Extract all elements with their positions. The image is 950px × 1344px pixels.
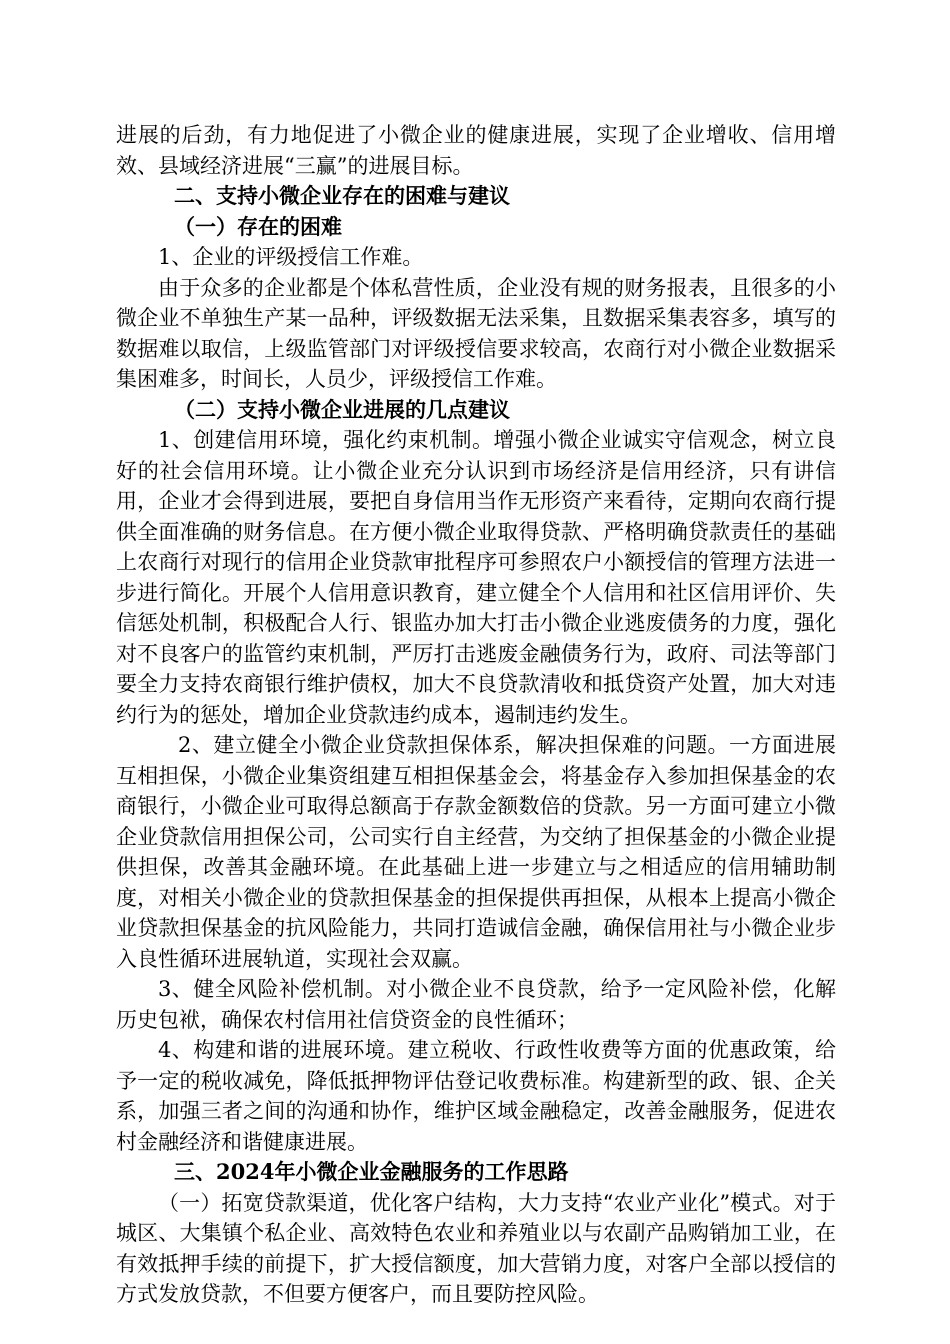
continued-paragraph: 进展的后劲，有力地促进了小微企业的健康进展，实现了企业增收、信用增效、县域经济进展“三赢”的进展目标。: [116, 123, 836, 178]
section-heading-three: 三、2024年小微企业金融服务的工作思路: [174, 1159, 569, 1184]
paragraph-guarantee-system: 2、建立健全小微企业贷款担保体系，解决担保难的问题。一方面进展互相担保，小微企业集资组建互相担保基金会，将基金存入参加担保基金的农商银行，小微企业可取得总额高于存款金额数倍的贷款。另一方面可建立小微企业贷款信用担保公司，公司实行自主经营，为交纳了担保基金的小微企业提供担保，改善其金融环境。在此基础上进一步建立与之相适应的信用辅助制度，对相关小微企业的贷款担保基金的担保提供再担保，从根本上提高小微企业贷款担保基金的抗风险能力，共同打造诚信金融，确保信用社与小微企业步入良性循环进展轨道，实现社会双赢。: [116, 733, 836, 971]
paragraph-development-environment: 4、构建和谐的进展环境。建立税收、行政性收费等方面的优惠政策，给予一定的税收减免，降低抵押物评估登记收费标准。构建新型的政、银、企关系，加强三者之间的沟通和协作，维护区域金融稳定，改善金融服务，促进农村金融经济和谐健康进展。: [116, 1038, 836, 1154]
paragraph-credit-environment: 1、创建信用环境，强化约束机制。增强小微企业诚实守信观念，树立良好的社会信用环境。让小微企业充分认识到市场经济是信用经济，只有讲信用，企业才会得到进展，要把自身信用当作无形资产来看待，定期向农商行提供全面准确的财务信息。在方便小微企业取得贷款、严格明确贷款责任的基础上农商行对现行的信用企业贷款审批程序可参照农户小额授信的管理方法进一步进行简化。开展个人信用意识教育，建立健全个人信用和社区信用评价、失信惩处机制，积极配合人行、银监办加大打击小微企业逃废债务的力度，强化对不良客户的监管约束机制，严厉打击逃废金融债务行为，政府、司法等部门要全力支持农商银行维护债权，加大不良贷款清收和抵贷资产处置，加大对违约行为的惩处，增加企业贷款违约成本，遏制违约发生。: [116, 428, 836, 727]
subsection-heading-suggestions: （二）支持小微企业进展的几点建议: [174, 396, 510, 422]
document-body: [116, 120, 836, 1310]
paragraph-loan-channels: （一）拓宽贷款渠道，优化客户结构，大力支持“农业产业化”模式。对于城区、大集镇个私企业、高效特色农业和养殖业以与农副产品购销加工业，在有效抵押手续的前提下，扩大授信额度，加大营销力度，对客户全部以授信的方式发放贷款，不但要方便客户，而且要防控风险。: [116, 1190, 836, 1306]
paragraph-rating-difficulty: 1、企业的评级授信工作难。: [158, 245, 424, 269]
section-heading-two: 二、支持小微企业存在的困难与建议: [174, 183, 510, 208]
paragraph-risk-compensation: 3、健全风险补偿机制。对小微企业不良贷款，给予一定风险补偿，化解历史包袱，确保农村信用社信贷资金的良性循环；: [116, 977, 836, 1032]
paragraph-rating-details: 由于众多的企业都是个体私营性质，企业没有规的财务报表，且很多的小微企业不单独生产某一品种，评级数据无法采集，且数据采集表容多，填写的数据难以取信，上级监管部门对评级授信要求较高，农商行对小微企业数据采集困难多，时间长，人员少，评级授信工作难。: [116, 275, 836, 391]
subsection-heading-difficulties: （一）存在的困难: [174, 213, 342, 239]
